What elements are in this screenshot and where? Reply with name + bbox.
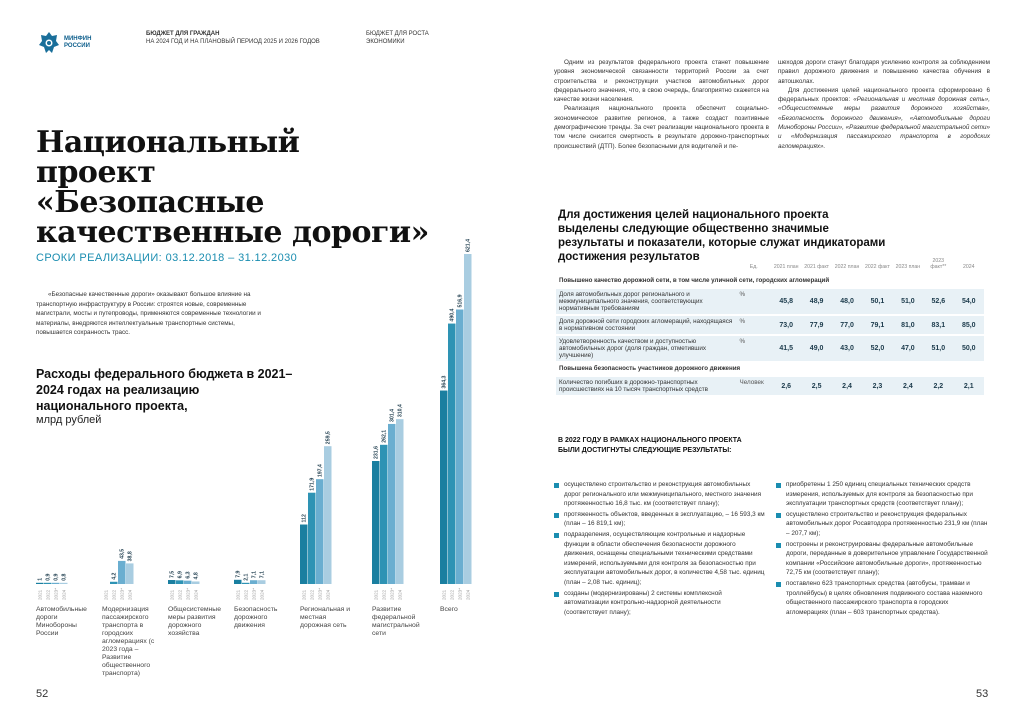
page-number-right: 53: [976, 688, 989, 700]
bar: [316, 479, 324, 584]
bar: [300, 525, 308, 584]
year-tick-label: 2021: [169, 589, 175, 600]
bar-value-label: 231,6: [373, 446, 380, 460]
year-tick-label: 2023*: [185, 587, 191, 600]
title-line: проект: [36, 155, 156, 190]
bar: [60, 583, 68, 584]
bar: [192, 581, 200, 584]
indicator-value: 45,8: [771, 288, 801, 315]
indicator-value: 77,9: [801, 315, 831, 335]
indicator-unit: %: [737, 335, 771, 361]
category-label: Развитие федеральной магистральной сети: [372, 606, 420, 637]
bar-value-label: 621,4: [465, 239, 472, 252]
indicator-value: 73,0: [771, 315, 801, 335]
year-tick-label: 2022: [45, 589, 51, 600]
column-header: 2021 факт: [804, 264, 830, 270]
bar: [440, 391, 448, 584]
year-tick-label: 2021: [441, 589, 447, 600]
bar-value-label: 7,1: [259, 571, 266, 579]
indicator-value: 2,3: [862, 376, 892, 395]
bar: [396, 419, 404, 584]
indicator-value: 48,0: [832, 288, 862, 315]
result-item: созданы (модернизированы) 2 системы комплексной автоматизации контрольно-надзорной деятельности (соответствует плану);: [554, 589, 766, 618]
indicator-name: Количество погибших в дорожно-транспортных происшествиях на 10 тысяч транспортных средств: [556, 376, 737, 395]
bar-value-label: 171,9: [309, 477, 316, 491]
column-header: 2024: [962, 264, 975, 270]
category-label: Всего: [440, 606, 458, 613]
year-tick-label: 2024: [465, 589, 471, 600]
bar-value-label: 2,1: [243, 573, 250, 581]
indicator-unit: Человек: [737, 376, 771, 395]
title-line: «Безопасные: [36, 185, 264, 220]
indicator-value: 52,0: [862, 335, 892, 361]
text-column-1: [554, 58, 769, 151]
column-header: 2022 факт: [865, 264, 890, 270]
bar-value-label: 6,9: [177, 571, 184, 579]
bar: [234, 580, 242, 584]
column-header: Ед.: [749, 264, 758, 270]
ministry-logo-text: МИНФИН РОССИИ: [64, 36, 92, 49]
bar: [118, 561, 126, 584]
bar-value-label: 4,2: [111, 572, 118, 580]
bar: [126, 563, 134, 584]
bar-value-label: 516,9: [457, 294, 464, 308]
year-tick-label: 2021: [301, 589, 307, 600]
bar-value-label: 112: [301, 514, 308, 523]
year-tick-label: 2023*: [457, 587, 463, 600]
bar-value-label: 197,4: [317, 464, 324, 478]
year-tick-label: 2023*: [53, 587, 59, 600]
year-tick-label: 2022: [381, 589, 387, 600]
bar: [448, 324, 456, 584]
bar: [456, 309, 464, 584]
bar-value-label: 0,8: [61, 573, 68, 581]
year-tick-label: 2024: [325, 589, 331, 600]
category-label: Безопасность дорожного движения: [234, 606, 278, 629]
bar-value-label: 6,3: [185, 571, 192, 579]
indicator-name: Доля дорожной сети городских агломераций, находящаяся в нормативном состоянии: [556, 315, 737, 335]
bar: [380, 445, 388, 584]
paragraph: Одним из результатов федерального проекта станет повышение уровня экономической связанности территорий России за счет строительства и реконструкции участков автомобильных дорог федерального значения, что, в свою очередь, благоприятно скажется на качестве жизни населения.: [554, 59, 769, 104]
year-tick-label: 2021: [373, 589, 379, 600]
indicator-name: Удовлетворенность качеством и доступностью автомобильных дорог (доля граждан, отметивших улучшение): [556, 335, 737, 361]
doc-title: БЮДЖЕТ ДЛЯ ГРАЖДАН: [146, 31, 220, 37]
bar: [464, 254, 472, 584]
table-section-title: Повышено качество дорожной сети, в том числе уличной сети, городских агломераций: [559, 277, 830, 284]
year-tick-label: 2024: [193, 589, 199, 600]
category-label: Общесистемные меры развития дорожного хозяйства: [168, 606, 221, 637]
indicator-value: 41,5: [771, 335, 801, 361]
year-tick-label: 2021: [103, 589, 109, 600]
year-tick-label: 2023*: [389, 587, 395, 600]
indicator-value: 81,0: [893, 315, 923, 335]
year-tick-label: 2023*: [317, 587, 323, 600]
indicator-value: 52,6: [923, 288, 953, 315]
result-item: поставлено 623 транспортных средства (автобусы, трамваи и троллейбусы) в целях обновления подвижного состава наземного общественного пассажирского транспорта в городских агломерациях (план – 603 транспортных средства).: [776, 579, 988, 617]
column-header: 2023 план: [895, 264, 921, 270]
indicator-value: 51,0: [893, 288, 923, 315]
year-tick-label: 2024: [397, 589, 403, 600]
result-item: осуществлено строительство и реконструкция автомобильных дорог регионального или межмуниципального, местного значения протяженностью 16,8 тыс. км (соответствует плану);: [554, 480, 766, 509]
section-line-2: ЭКОНОМИКИ: [366, 39, 405, 45]
bar-value-label: 310,4: [397, 404, 404, 418]
result-item: подразделения, осуществляющие контрольные и надзорные функции в области обеспечения безопасности дорожного движения, оснащены специальными техническими средствами измерений, используемыми для контроля за безопасностью при эксплуатации автомобильных дорог, в количестве 4,58 тыс. единиц (план – 2,08 тыс. единиц);: [554, 530, 766, 588]
paragraph: Реализация национального проекта обеспечит социально-экономическое развитие регионов, а также создаст позитивные демографические тренды. За счет реализации национального проекта в том числе снизится смертность в результате дорожно-транспортных происшествий (ДТП). Более безопасными для водителей и пе-: [554, 105, 769, 150]
result-item: приобретены 1 250 единиц специальных технических средств измерения, используемых для контроля за безопасностью при эксплуатации транспортных средств (соответствует плану);: [776, 480, 988, 509]
bar: [372, 461, 380, 584]
bar: [110, 582, 118, 584]
table-row: [556, 315, 984, 335]
year-tick-label: 2024: [61, 589, 67, 600]
indicators-table: [556, 258, 984, 395]
result-item: построены и реконструированы федеральные автомобильные дороги, переданные в доверительное управление Государственной компании «Российские автомобильные дороги», протяженностью 72,75 км (соответствует плану);: [776, 540, 988, 578]
result-item: протяженность объектов, введенных в эксплуатацию, – 16 593,3 км (план – 16 819,1 км);: [554, 510, 766, 529]
bar-value-label: 0,9: [53, 573, 60, 581]
category-label: Модернизация пассажирского транспорта в городских агломерациях (с 2023 года – Развитие общественного транспорта): [102, 606, 155, 677]
bar: [52, 583, 60, 584]
bar-value-label: 7,9: [235, 570, 242, 578]
bar-value-label: 301,4: [389, 408, 396, 422]
bar-value-label: 38,8: [127, 551, 134, 562]
year-tick-label: 2022: [111, 589, 117, 600]
indicator-value: 85,0: [954, 315, 984, 335]
bar: [242, 583, 250, 584]
bar: [184, 581, 192, 584]
federal-projects-list: «Региональная и местная дорожная сеть», «Общесистемные меры развития дорожного хозяйства», «Безопасность дорожного движения», «Автомобильные дороги Минобороны России», «Развитие федеральной магистральной сети» и «Модернизация пассажирского транспорта в городских агломерациях».: [778, 96, 990, 150]
table-section-row: [556, 273, 984, 288]
right-page: [512, 0, 1024, 724]
bar-value-label: 364,3: [441, 375, 448, 389]
doc-subtitle: НА 2024 ГОД И НА ПЛАНОВЫЙ ПЕРИОД 2025 И 2026 ГОДОВ: [146, 39, 320, 45]
indicator-name: Доля автомобильных дорог регионального и межмуниципального значения, соответствующих нормативным требованиям: [556, 288, 737, 315]
indicator-value: 43,0: [832, 335, 862, 361]
year-tick-label: 2021: [235, 589, 241, 600]
bar: [388, 424, 396, 584]
indicator-value: 2,2: [923, 376, 953, 395]
text-column-2: [778, 58, 990, 151]
indicator-value: 79,1: [862, 315, 892, 335]
table-header-row: [556, 258, 984, 273]
intro-paragraph: «Безопасные качественные дороги» оказывают большое влияние на транспортную инфраструктуру в России: строятся новые, современные магистрали, мосты и путепроводы, применяются современные технологии и материалы, внедряются интеллектуальные транспортные системы, повышается сохранность трасс.: [36, 291, 261, 336]
bar: [168, 580, 176, 584]
year-tick-label: 2024: [127, 589, 133, 600]
indicator-value: 50,1: [862, 288, 892, 315]
bar-value-label: 4,8: [193, 572, 200, 580]
bar-value-label: 262,1: [381, 429, 388, 443]
indicator-value: 2,4: [893, 376, 923, 395]
indicator-unit: %: [737, 288, 771, 315]
year-tick-label: 2023*: [251, 587, 257, 600]
category-label: Автомобильные дороги Минобороны России: [36, 606, 87, 637]
indicator-value: 2,6: [771, 376, 801, 395]
indicator-value: 48,9: [801, 288, 831, 315]
table-row: [556, 376, 984, 395]
results-title: В 2022 ГОДУ В РАМКАХ НАЦИОНАЛЬНОГО ПРОЕКТА БЫЛИ ДОСТИГНУТЫ СЛЕДУЮЩИЕ РЕЗУЛЬТАТЫ:: [558, 437, 742, 454]
column-header: 2023 факт**: [930, 258, 947, 270]
bar-value-label: 0,9: [45, 573, 52, 581]
bar: [250, 580, 258, 584]
chart-title: Расходы федерального бюджета в 2021–2024 годах на реализацию национального проекта,: [36, 367, 293, 413]
bar-value-label: 259,5: [325, 431, 332, 445]
year-tick-label: 2022: [243, 589, 249, 600]
column-header: [556, 258, 737, 273]
column-header: 2021 план: [773, 264, 799, 270]
year-tick-label: 2024: [259, 589, 265, 600]
bar: [36, 583, 44, 584]
bar: [44, 583, 52, 584]
implementation-term: СРОКИ РЕАЛИЗАЦИИ: 03.12.2018 – 31.12.2030: [36, 252, 298, 264]
paragraph-start: Для достижения целей национального проекта сформировано 6 федеральных проектов:: [778, 86, 990, 104]
indicator-value: 2,1: [954, 376, 984, 395]
results-list-left: [554, 480, 766, 618]
chart-unit: млрд рублей: [36, 414, 102, 426]
title-line: качественные дороги»: [36, 215, 429, 250]
page-number-left: 52: [36, 688, 49, 700]
bar-value-label: 490,4: [449, 308, 456, 322]
year-tick-label: 2023*: [119, 587, 125, 600]
table-row: [556, 335, 984, 361]
year-tick-label: 2022: [177, 589, 183, 600]
paragraph: [778, 86, 990, 151]
bar-value-label: 7,5: [169, 570, 176, 579]
category-label: Региональная и местная дорожная сеть: [300, 606, 351, 629]
indicator-unit: %: [737, 315, 771, 335]
bar: [308, 493, 316, 584]
title-line: Национальный: [36, 125, 300, 160]
bar-value-label: 43,5: [119, 548, 126, 559]
table-section-title: Повышена безопасность участников дорожного движения: [559, 365, 741, 372]
result-item: осуществлено строительство и реконструкция федеральных автомобильных дорог Росавтодора протяженностью 231,9 км (план – 207,7 км);: [776, 510, 988, 539]
table-section-row: [556, 361, 984, 376]
year-tick-label: 2022: [449, 589, 455, 600]
indicator-value: 83,1: [923, 315, 953, 335]
indicator-value: 49,0: [801, 335, 831, 361]
bar-value-label: 7,1: [251, 571, 258, 579]
results-list-right: [776, 480, 988, 618]
indicator-value: 2,5: [801, 376, 831, 395]
indicator-value: 54,0: [954, 288, 984, 315]
year-tick-label: 2022: [309, 589, 315, 600]
column-header: 2022 план: [834, 264, 860, 270]
bar: [258, 580, 266, 584]
indicator-value: 51,0: [923, 335, 953, 361]
bar-value-label: 1: [37, 577, 44, 581]
indicators-title: Для достижения целей национального проекта выделены следующие общественно значимые результаты и показатели, которые служат индикаторами достижения результатов: [558, 209, 886, 263]
indicator-value: 2,4: [832, 376, 862, 395]
indicator-value: 77,0: [832, 315, 862, 335]
section-line-1: БЮДЖЕТ ДЛЯ РОСТА: [366, 31, 429, 37]
paragraph: шеходов дороги станут благодаря усилению контроля за соблюдением правил дорожного движения и повышению качества обучения в автошколах.: [778, 59, 990, 85]
indicator-value: 47,0: [893, 335, 923, 361]
indicator-value: 50,0: [954, 335, 984, 361]
bar: [176, 580, 184, 584]
bar: [324, 446, 332, 584]
table-row: [556, 288, 984, 315]
year-tick-label: 2021: [37, 589, 43, 600]
